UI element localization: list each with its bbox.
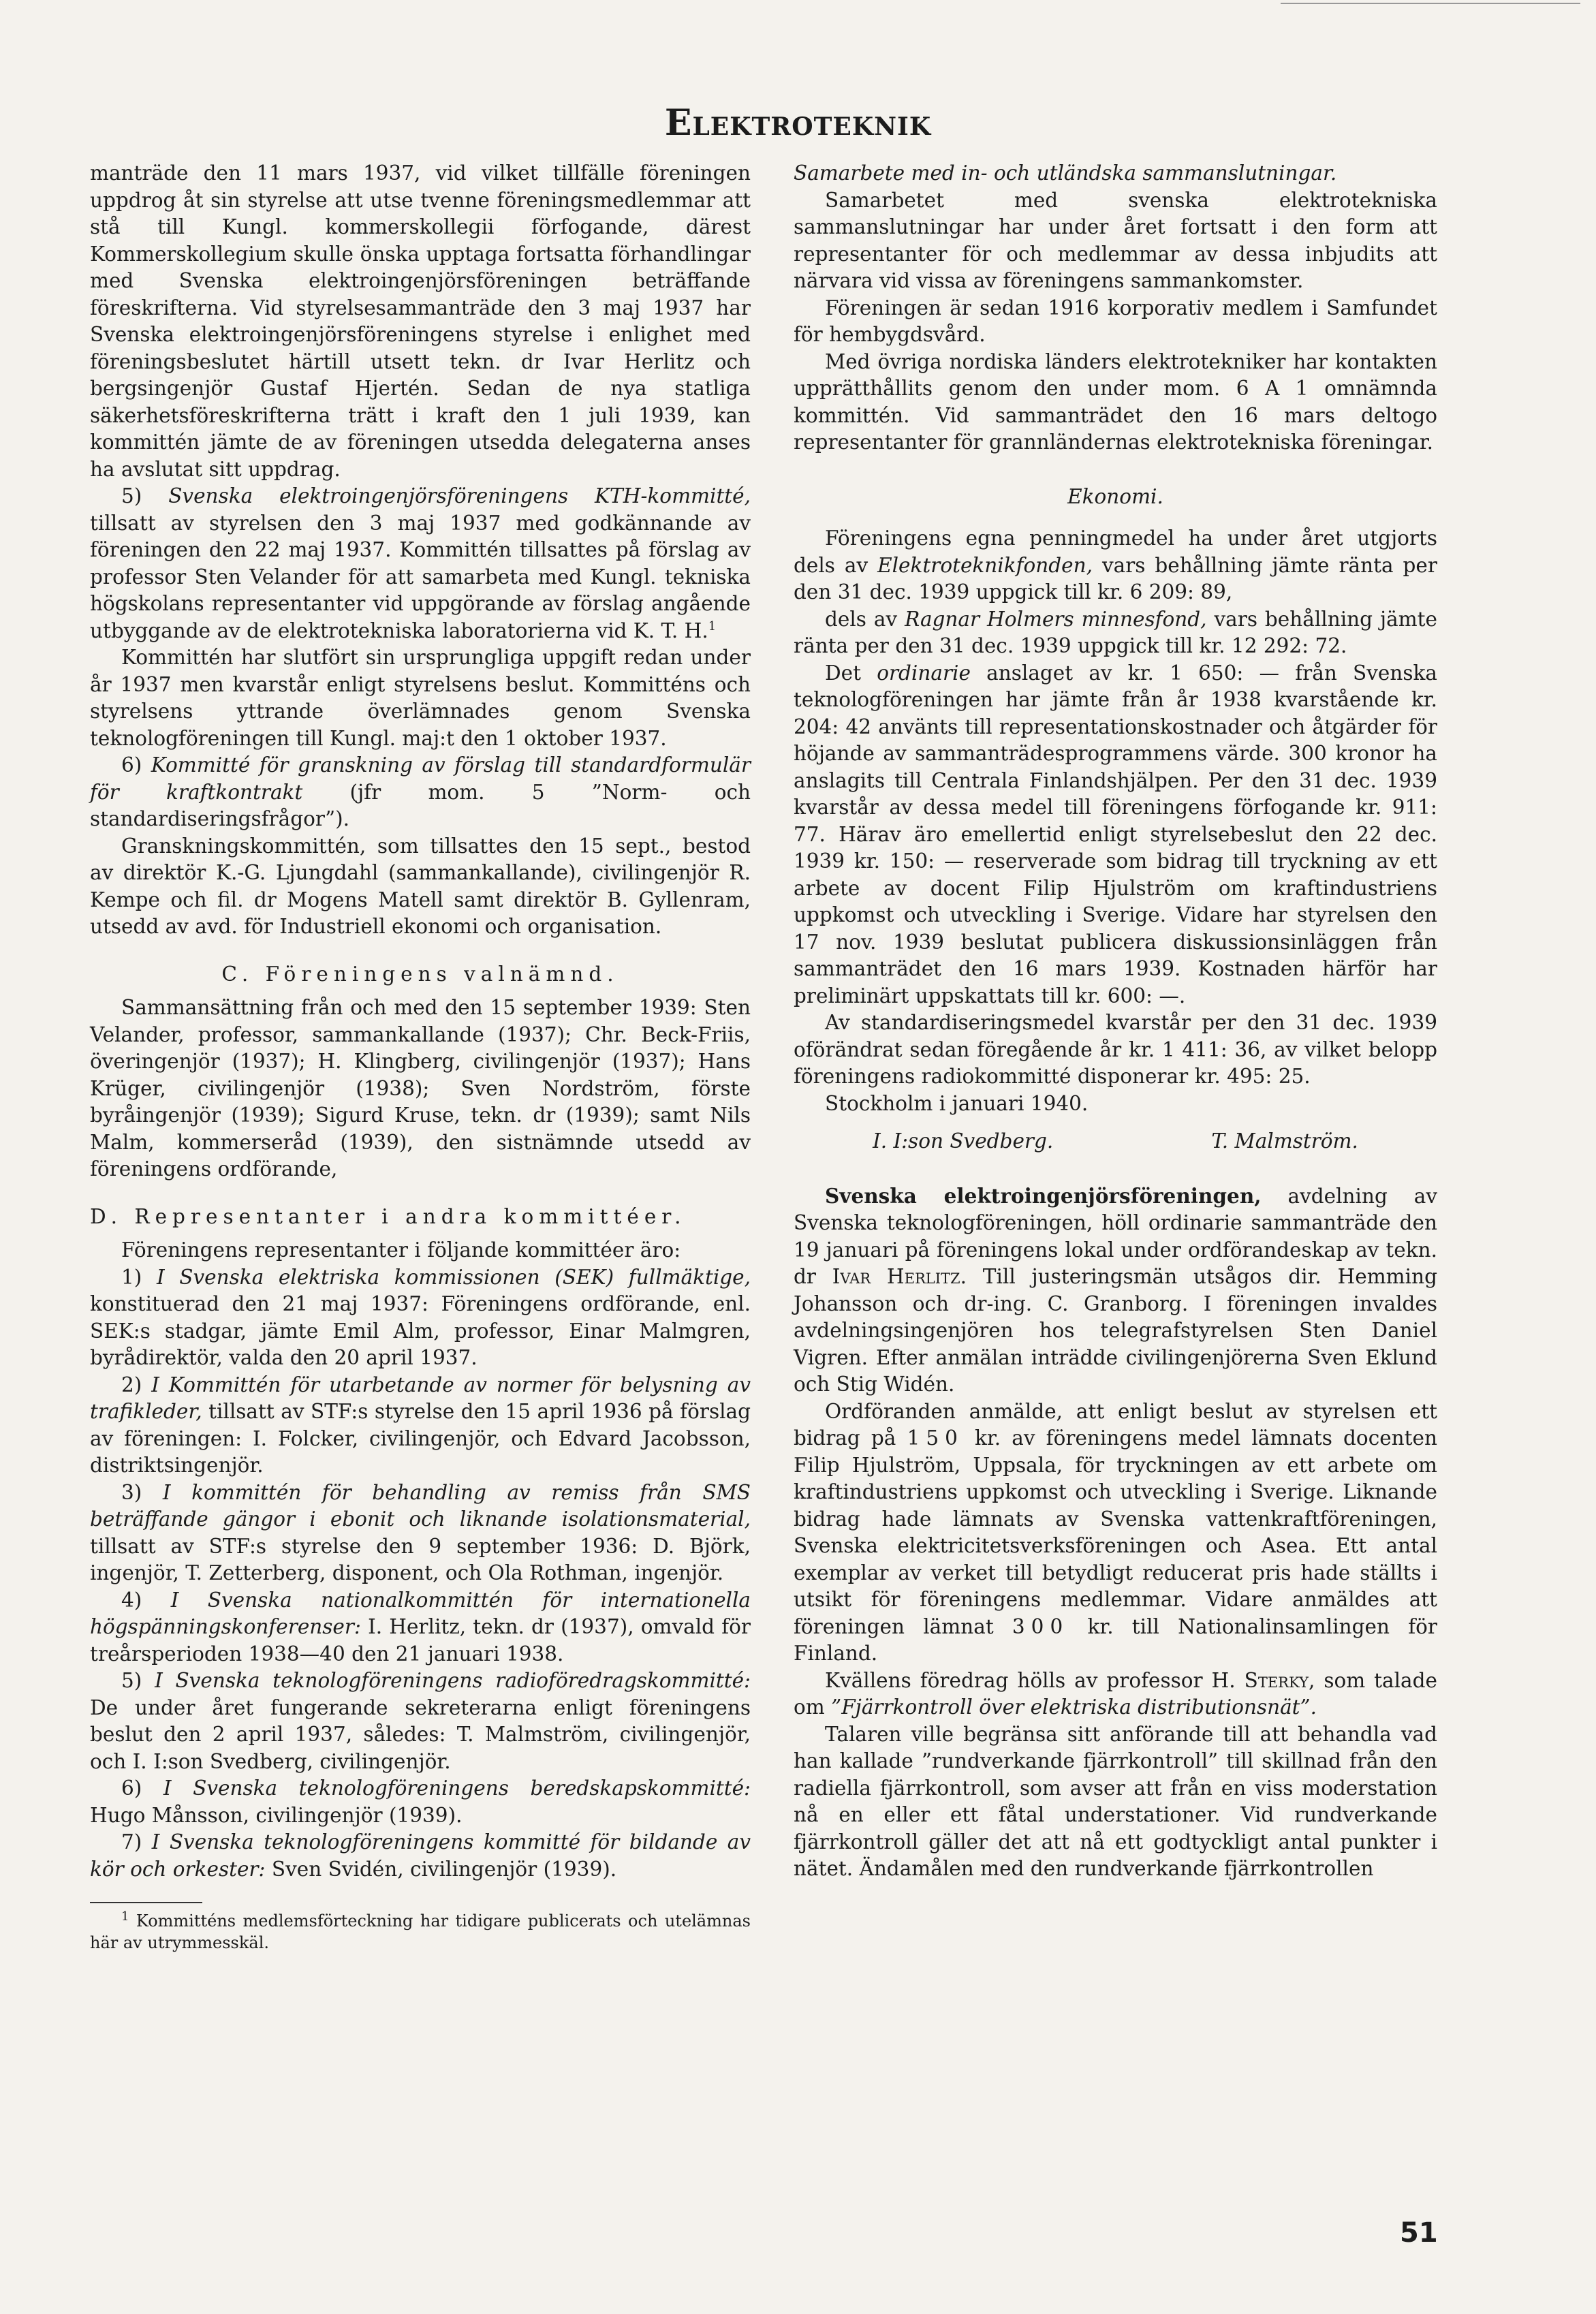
paragraph-standard-committee: 6) Kommitté för granskning av förslag till standardformulär för kraftkontrakt (jfr mom. 5 ”Norm- och standardiseringsfrågor”). [90,753,751,830]
list-item: 1) I Svenska elektriska kommissionen (SEK) fullmäktige, konstituerad den 21 maj 1937: Föreningens ordförande, enl. SEK:s stadgar, jämte Emil Alm, professor, Einar Malmgren, byrådirektör, valda den 20 april 1937. [90,1265,751,1369]
section-heading-d: D. Representanter i andra kommittéer. [90,1204,687,1228]
paragraph: dels av Ragnar Holmers minnesfond, vars behållning jämte ränta per den 31 dec. 1939 uppgick till kr. 12 292: 72. [794,607,1437,657]
paragraph: Föreningens representanter i följande kommittéer äro: [121,1238,681,1262]
paragraph: Sammansättning från och med den 15 september 1939: Sten Velander, professor, sammankallande (1937); Chr. Beck-Friis, överingenjör (1937); H. Klingberg, civilingenjör (1937); Hans Krüger, civilingenjör (1938); Sven Nordström, förste byråingenjör (1939); Sigurd Kruse, tekn. dr (1939); samt Nils Malm, kommerseråd (1939), den sistnämnde utsedd av föreningens ordförande, [90,996,751,1181]
signatures [794,1128,1437,1155]
list-item: 2) I Kommittén för utarbetande av normer för belysning av trafikleder, tillsatt av STF:s styrelse den 15 april 1936 på förslag av föreningen: I. Folcker, civilingenjör, och Edvard Jacobsson, distriktsingenjör. [90,1373,751,1477]
paragraph: Kvällens föredrag hölls av professor H. Sterky, som talade om ”Fjärrkontroll över elektriska distributionsnät”. [794,1668,1437,1719]
list-item: 5) I Svenska teknologföreningens radioföredragskommitté: De under året fungerande sekreterarna enligt föreningens beslut den 2 april 1937, således: T. Malmström, civilingenjör, och I. I:son Svedberg, civilingenjör. [90,1669,751,1773]
paragraph: Föreningens egna penningmedel ha under året utgjorts dels av Elektroteknikfonden, vars behållning jämte ränta per den 31 dec. 1939 uppgick till kr. 6 209: 89, [794,527,1437,604]
list-item: 6) I Svenska teknologföreningens beredskapskommitté: Hugo Månsson, civilingenjör (1939). [90,1777,751,1827]
right-column [794,160,1437,1883]
section-heading-economy: Ekonomi. [1067,484,1163,508]
spacer [794,1155,1437,1183]
paragraph: Med övriga nordiska länders elektrotekniker har kontakten upprätthållits genom den under mom. 6 A 1 omnämnda kommittén. Vid sammanträdet den 16 mars deltogo representanter för grannländernas elektrotekniska föreningar. [794,349,1437,454]
paragraph-kth-committee: 5) Svenska elektroingenjörsföreningens KTH-kommitté, tillsatt av styrelsen den 3 maj 1937 med godkännande av föreningen den 22 maj 1937. Kommittén tillsattes på förslag av professor Sten Velander för att samarbeta med Kungl. tekniska högskolans representanter vid uppgörande av förslag angående utbyggande av de elektrotekniska laboratorierna vid K. T. H.$^1$ [90,484,751,642]
paragraph: Svenska elektroingenjörsföreningen, avdelning av Svenska teknologföreningen, höll ordinarie sammanträde den 19 januari på föreningens lokal under ordförandeskap av tekn. dr Ivar Herlitz. Till justeringsmän utsågos dir. Hemming Johansson och dr-ing. C. Granborg. I föreningen invaldes avdelningsingenjören hos telegrafstyrelsen Sten Daniel Vigren. Efter anmälan inträdde civilingenjörerna Sven Eklund och Stig Widén. [794,1183,1437,1396]
paragraph: Samarbetet med svenska elektrotekniska sammanslutningar har under året fortsatt i den form att representanter för och medlemmar av dessa inbjudits att närvara vid vissa av föreningens sammankomster. [794,188,1437,292]
paragraph: Ordföranden anmälde, att enligt beslut av styrelsen ett bidrag på 150 kr. av föreningens medel lämnats docenten Filip Hjulström, Uppsala, för tryckningen av ett arbete om kraftindustriens uppkomst och utveckling i Sverige. Liknande bidrag hade lämnats av Svenska vattenkraftföreningen, Svenska elektricitetsverksföreningen och Asea. Ett antal exemplar av verket till betydligt reducerat pris hade ställts i utsikt för föreningens medlemmar. Vidare anmäldes att föreningen lämnat 300 kr. till Nationalinsamlingen för Finland. [794,1399,1437,1665]
section-heading-c: C. Föreningens valnämnd. [221,962,619,986]
signature: T. Malmström. [1211,1129,1358,1153]
page-title: Elektroteknik [664,102,932,144]
paragraph: Talaren ville begränsa sitt anförande till att behandla vad han kallade ”rundverkande fjärrkontroll” till skillnad från den radiella fjärrkontroll, som avser att från en viss moderstation nå en eller ett fåtal understationer. Vid rundverkande fjärrkontroll gäller det att nå ett godtyckligt antal punkter i nätet. Ändamålen med den rundverkande fjärrkontrollen [794,1722,1437,1880]
paragraph: Kommittén har slutfört sin ursprungliga uppgift redan under år 1937 men kvarstår enligt styrelsens beslut. Kommitténs och styrelsens yttrande överlämnades genom Svenska teknologföreningen till Kungl. maj:t den 1 oktober 1937. [90,646,751,750]
left-column [90,160,751,1954]
spacer [794,456,1437,484]
paragraph: Granskningskommittén, som tillsattes den 15 sept., bestod av direktör K.-G. Ljungdahl (sammankallande), civilingenjör R. Kempe och fil. dr Mogens Matell samt direktör B. Gyllenram, utsedd av avd. för Industriell ekonomi och organisation. [90,834,751,938]
paragraph: Det ordinarie anslaget av kr. 1 650: — från Svenska teknologföreningen har jämte från år 1938 kvarstående kr. 204: 42 använts till representationskostnader och åtgärder för höjande av sammanträdesprogrammens värde. 300 kronor ha anslagits till Centrala Finlandshjälpen. Per den 31 dec. 1939 kvarstår av dessa medel till föreningens förfogande kr. 911: 77. Härav äro emellertid enligt styrelsebeslut den 22 dec. 1939 kr. 150: — reserverade som bidrag till tryckning av ett arbete av docent Filip Hjulström om kraftindustriens uppkomst och utveckling i Sverige. Vidare har styrelsen den 17 nov. 1939 beslutat publicera diskussionsinläggen från sammanträdet den 16 mars 1939. Kostnaden härför har preliminärt uppskattats till kr. 600: —. [794,661,1437,1007]
section-heading-cooperation: Samarbete med in- och utländska sammanslutningar. [794,161,1337,185]
paragraph: Föreningen är sedan 1916 korporativ medlem i Samfundet för hembygdsvård. [794,296,1437,346]
page-number: 51 [1400,2217,1438,2249]
footnote: $^1$ Kommitténs medlemsförteckning har tidigare publicerats och utelämnas här av utrymmesskäl. [90,1909,751,1952]
top-edge-rule [1281,3,1580,4]
list-item: 4) I Svenska nationalkommittén för internationella högspänningskonferenser: I. Herlitz, tekn. dr (1937), omvald för treårsperioden 1938—40 den 21 januari 1938. [90,1588,751,1666]
paragraph: Av standardiseringsmedel kvarstår per den 31 dec. 1939 oförändrat sedan föregående år kr. 1 411: 36, av vilket belopp föreningens radiokommitté disponerar kr. 495: 25. [794,1011,1437,1088]
list-item: 3) I kommittén för behandling av remiss från SMS beträffande gängor i ebonit och liknande isolationsmaterial, tillsatt av STF:s styrelse den 9 september 1936: D. Björk, ingenjör, T. Zetterberg, disponent, och Ola Rothman, ingenjör. [90,1480,751,1584]
signature: I. I:son Svedberg. [873,1129,1054,1153]
list-item: 7) I Svenska teknologföreningens kommitté för bildande av kör och orkester: Sven Svidén, civilingenjör (1939). [90,1830,751,1881]
footnote-marker: 1 [708,619,717,634]
dateline: Stockholm i januari 1940. [825,1091,1089,1115]
paragraph: manträde den 11 mars 1937, vid vilket tillfälle föreningen uppdrog åt sin styrelse att utse tvenne föreningsmedlemmar att stå till Kungl. kommerskollegii förfogande, därest Kommerskollegium skulle önska upptaga fortsatta förhandlingar med Svenska elektroingenjörsföreningen beträffande föreskrifterna. Vid styrelsesammanträde den 3 maj 1937 har Svenska elektroingenjörsföreningens styrelse i enlighet med föreningsbeslutet härtill utsett tekn. dr Ivar Herlitz och bergsingenjör Gustaf Hjertén. Sedan de nya statliga säkerhetsföreskrifterna trätt i kraft den 1 juli 1939, kan kommittén jämte de av föreningen utsedda delegaterna anses ha avslutat sitt uppdrag. [90,161,751,481]
spacer [794,510,1437,525]
footnote-divider [90,1902,202,1903]
